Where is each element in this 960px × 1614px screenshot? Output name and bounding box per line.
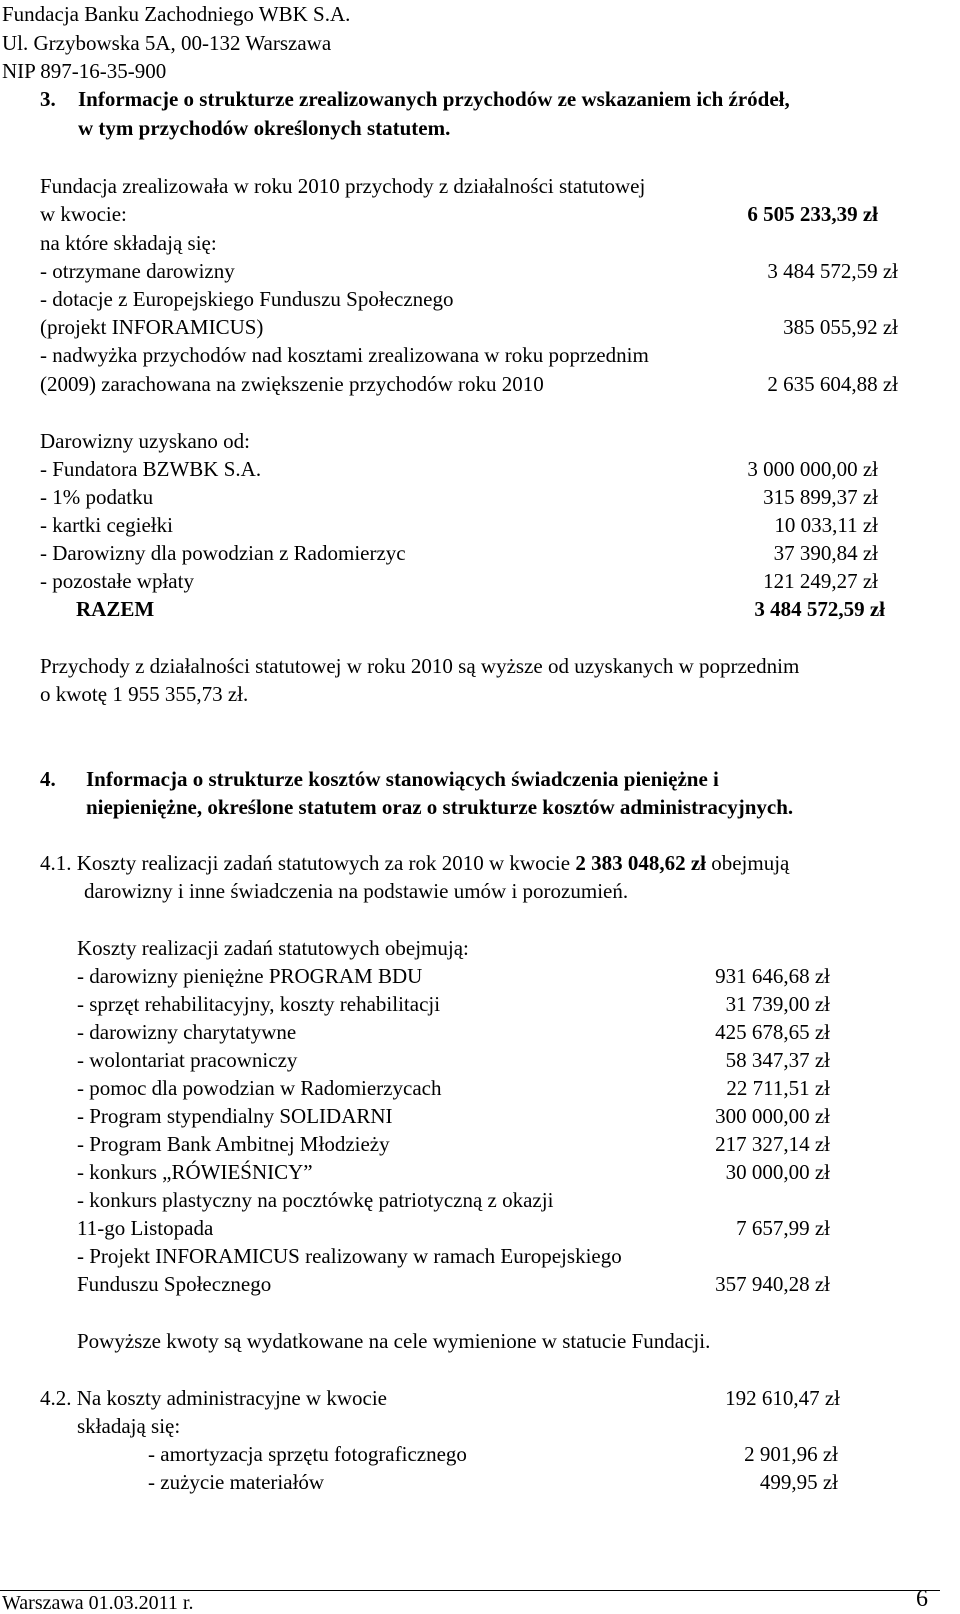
org-name: Fundacja Banku Zachodniego WBK S.A. <box>2 2 351 26</box>
section3-number: 3. <box>40 87 56 111</box>
donation-amount: 3 000 000,00 zł <box>747 457 878 481</box>
section41-line2: darowizny i inne świadczenia na podstawie umów i porozumień. <box>84 879 629 903</box>
cost-amount: 357 940,28 zł <box>715 1272 830 1296</box>
source-amount: 385 055,92 zł <box>783 315 898 339</box>
section41-amount: 2 383 048,62 zł <box>575 851 706 875</box>
source-amount: 2 635 604,88 zł <box>767 372 898 396</box>
costs-note: Powyższe kwoty są wydatkowane na cele wymienione w statucie Fundacji. <box>77 1329 711 1353</box>
cost-amount: 7 657,99 zł <box>736 1216 830 1240</box>
source-label-cont: (2009) zarachowana na zwiększenie przychodów roku 2010 <box>40 372 544 396</box>
donation-amount: 315 899,37 zł <box>763 485 878 509</box>
cost-amount: 425 678,65 zł <box>715 1020 830 1044</box>
section42-amount: 192 610,47 zł <box>725 1386 840 1410</box>
section3-consists-of: na które składają się: <box>40 231 217 255</box>
donation-amount: 37 390,84 zł <box>773 541 878 565</box>
source-label: - nadwyżka przychodów nad kosztami zrealizowana w roku poprzednim <box>40 343 649 367</box>
cost-label: - darowizny charytatywne <box>77 1020 297 1044</box>
section4-number: 4. <box>40 767 56 791</box>
section3-summary-line2: o kwotę 1 955 355,73 zł. <box>40 682 249 706</box>
section3-title-line1: Informacje o strukturze zrealizowanych przychodów ze wskazaniem ich źródeł, <box>78 87 790 111</box>
cost-amount: 58 347,37 zł <box>725 1048 830 1072</box>
cost-amount: 22 711,51 zł <box>726 1076 830 1100</box>
footer-divider <box>0 1590 940 1591</box>
cost-label: - wolontariat pracowniczy <box>77 1048 298 1072</box>
section4-title-line2: niepieniężne, określone statutem oraz o strukturze kosztów administracyjnych. <box>86 795 794 819</box>
cost-amount: 30 000,00 zł <box>725 1160 830 1184</box>
cost-label: - darowizny pieniężne PROGRAM BDU <box>77 964 423 988</box>
section3-intro-line1: Fundacja zrealizowała w roku 2010 przychody z działalności statutowej <box>40 174 646 198</box>
section3-total-amount: 6 505 233,39 zł <box>747 202 878 226</box>
donations-heading: Darowizny uzyskano od: <box>40 429 250 453</box>
section3-title-line2: w tym przychodów określonych statutem. <box>78 116 451 140</box>
section41-text: 4.1. Koszty realizacji zadań statutowych za rok 2010 w kwocie <box>40 851 576 875</box>
source-label: - dotacje z Europejskiego Funduszu Społecznego <box>40 287 454 311</box>
footer-date: Warszawa 01.03.2011 r. <box>2 1592 194 1614</box>
cost-label: - Program Bank Ambitnej Młodzieży <box>77 1132 390 1156</box>
source-amount: 3 484 572,59 zł <box>767 259 898 283</box>
donation-amount: 121 249,27 zł <box>763 569 878 593</box>
cost-amount: 217 327,14 zł <box>715 1132 830 1156</box>
cost-amount: 300 000,00 zł <box>715 1104 830 1128</box>
source-label-cont: (projekt INFORAMICUS) <box>40 315 264 339</box>
admin-cost-label: - amortyzacja sprzętu fotograficznego <box>148 1442 467 1466</box>
org-nip: NIP 897-16-35-900 <box>2 59 167 83</box>
cost-label: - sprzęt rehabilitacyjny, koszty rehabilitacji <box>77 992 441 1016</box>
donation-label: - 1% podatku <box>40 485 154 509</box>
admin-cost-amount: 2 901,96 zł <box>744 1442 838 1466</box>
donation-label: - Fundatora BZWBK S.A. <box>40 457 262 481</box>
donation-label: - Darowizny dla powodzian z Radomierzyc <box>40 541 406 565</box>
donations-total-amount: 3 484 572,59 zł <box>754 597 885 621</box>
cost-label-cont: Funduszu Społecznego <box>77 1272 272 1296</box>
donation-label: - pozostałe wpłaty <box>40 569 194 593</box>
cost-amount: 931 646,68 zł <box>715 964 830 988</box>
cost-amount: 31 739,00 zł <box>725 992 830 1016</box>
costs-heading: Koszty realizacji zadań statutowych obejmują: <box>77 936 469 960</box>
section41-line1 <box>40 853 789 874</box>
section41-text-end: obejmują <box>705 851 790 875</box>
admin-cost-label: - zużycie materiałów <box>148 1470 325 1494</box>
org-address: Ul. Grzybowska 5A, 00-132 Warszawa <box>2 31 332 55</box>
section3-intro-line2: w kwocie: <box>40 202 127 226</box>
cost-label: - pomoc dla powodzian w Radomierzycach <box>77 1076 442 1100</box>
cost-label: - konkurs „RÓWIEŚNICY” <box>77 1160 313 1184</box>
section42-line2: składają się: <box>77 1414 181 1438</box>
cost-label: - konkurs plastyczny na pocztówkę patriotyczną z okazji <box>77 1188 554 1212</box>
admin-cost-amount: 499,95 zł <box>759 1470 838 1494</box>
cost-label-cont: 11-go Listopada <box>77 1216 214 1240</box>
page-number: 6 <box>916 1586 928 1612</box>
section4-title-line1: Informacja o strukturze kosztów stanowiących świadczenia pieniężne i <box>86 767 719 791</box>
section3-summary-line1: Przychody z działalności statutowej w roku 2010 są wyższe od uzyskanych w poprzednim <box>40 654 800 678</box>
donation-amount: 10 033,11 zł <box>774 513 878 537</box>
cost-label: - Program stypendialny SOLIDARNI <box>77 1104 393 1128</box>
donation-label: - kartki cegiełki <box>40 513 173 537</box>
section42-line1: 4.2. Na koszty administracyjne w kwocie <box>40 1386 387 1410</box>
cost-label: - Projekt INFORAMICUS realizowany w ramach Europejskiego <box>77 1244 622 1268</box>
donations-total-label: RAZEM <box>76 597 155 621</box>
source-label: - otrzymane darowizny <box>40 259 235 283</box>
